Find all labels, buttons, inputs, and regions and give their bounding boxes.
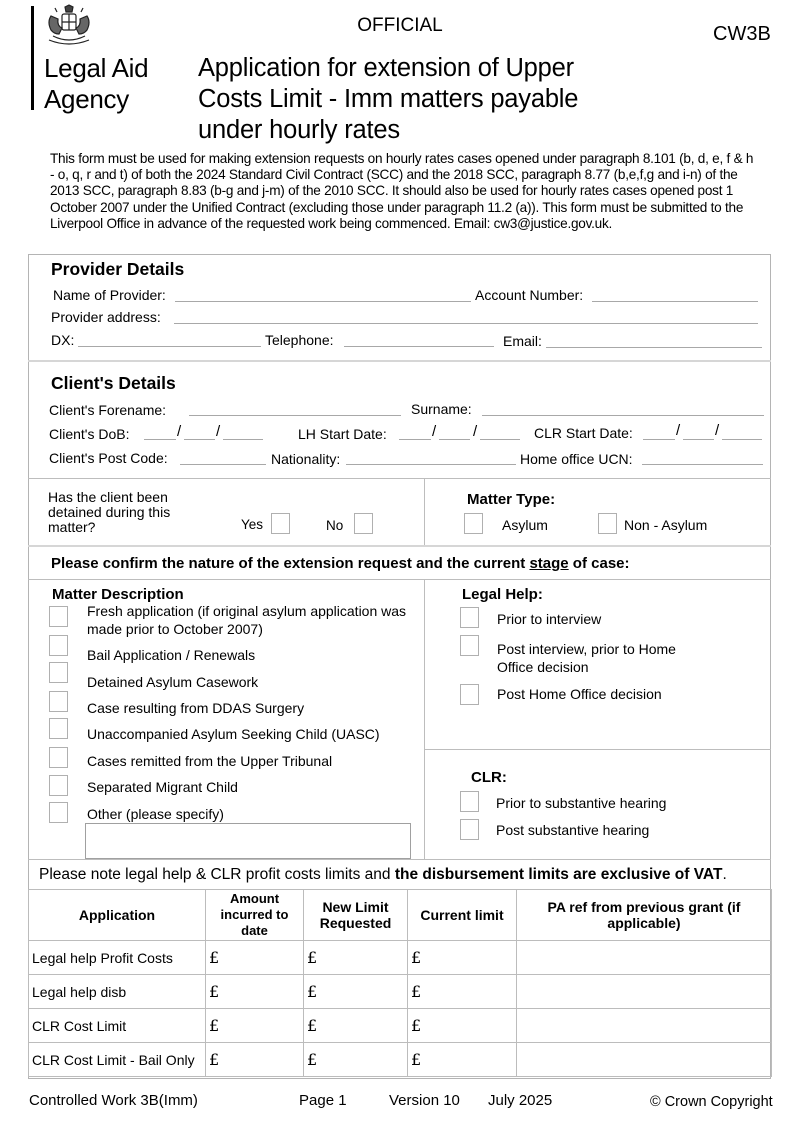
telephone-label: Telephone: [265,332,334,348]
intro-text: This form must be used for making extension requests on hourly rates cases opened under paragraph 8.101 (b, d, e, f & h - o, q, r and t) of both the 2024 Standard Civil Contract (SCC) and the 2018 SCC, paragraph 8.77 (b,e,f,g and i-n) of the 2013 SCC, paragraph 8.83 (b-g and j-m) of the 2010 SCC. It should also be used for hourly rates cases opened post 1 October 2007 under the Unified Contract (excluding those under paragraph 11.2 (a)). This form must be submitted to the Liverpool Office in advance of the requested work being commenced. Email: cw3@justice.gov.uk. [50,151,754,231]
current-limit-cell[interactable] [408,1009,517,1043]
clr-heading: CLR: [471,769,507,786]
clr-start-date-label: CLR Start Date: [534,425,633,441]
dx-label: DX: [51,332,75,348]
prior-to-interview-label: Prior to interview [497,611,602,627]
costs-table-row [29,941,772,975]
home-office-ucn-field[interactable] [642,464,763,465]
divider-description-stage [424,579,425,859]
pound-sign: £ [307,1016,318,1035]
pound-sign: £ [209,948,220,967]
non-asylum-label: Non - Asylum [624,517,708,533]
org-line-1: Legal Aid [44,53,149,83]
clr-start-year-field[interactable] [722,439,762,440]
vat-note-end: . [722,866,727,883]
detained-asylum-casework-label: Detained Asylum Casework [87,674,259,690]
provider-name-field[interactable] [175,301,471,302]
nature-underlined: stage [529,555,569,572]
separated-migrant-child-label: Separated Migrant Child [87,779,238,795]
pound-sign: £ [411,948,422,967]
prior-to-substantive-hearing-label: Prior to substantive hearing [496,795,667,811]
organisation-name [44,53,148,115]
costs-table-row [29,975,772,1009]
post-substantive-hearing-checkbox[interactable] [460,819,479,840]
legal-help-heading: Legal Help: [462,586,543,603]
email-field[interactable] [546,347,762,348]
divider-description-vat [28,859,771,860]
fresh-application-label: Fresh application (if original asylum application was made prior to October 2007) [87,603,407,637]
account-number-label: Account Number: [475,287,584,303]
non-asylum-checkbox[interactable] [598,513,617,534]
bail-application-label: Bail Application / Renewals [87,647,256,663]
forename-label: Client's Forename: [49,402,167,418]
amount-incurred-cell[interactable] [206,975,304,1009]
pa-ref-cell[interactable] [517,975,772,1009]
nationality-field[interactable] [346,464,516,465]
divider-provider-client [28,360,771,362]
account-number-field[interactable] [592,301,758,302]
pound-sign: £ [411,982,422,1001]
pound-sign: £ [307,948,318,967]
header-pa-ref: PA ref from previous grant (if applicable) [517,890,772,941]
amount-incurred-cell[interactable] [206,1043,304,1077]
lh-start-year-field[interactable] [480,439,520,440]
nationality-label: Nationality: [271,451,341,467]
pound-sign: £ [307,982,318,1001]
asylum-label: Asylum [502,517,548,533]
pa-ref-cell[interactable] [517,1043,772,1077]
postcode-label: Client's Post Code: [49,450,168,466]
provider-name-label: Name of Provider: [53,287,166,303]
telephone-field[interactable] [344,346,494,347]
nature-of-request-heading [51,555,630,572]
post-interview-label: Post interview, prior to Home Office decision [497,641,676,675]
provider-address-label: Provider address: [51,309,161,325]
lh-date-separator: / [432,423,437,440]
clr-date-separator: / [715,422,720,439]
provider-address-field[interactable] [174,323,758,324]
header-current-limit: Current limit [408,890,517,941]
post-home-office-decision-label: Post Home Office decision [497,686,662,702]
clr-start-day-field[interactable] [643,439,675,440]
client-details-heading: Client's Details [51,373,176,393]
pound-sign: £ [209,982,220,1001]
header-new-limit: New Limit Requested [304,890,408,941]
header-amount-incurred: Amount incurred to date [206,890,304,941]
form-title: Application for extension of Upper Costs Limit - Imm matters payable under hourly rates [198,54,579,144]
vat-note-normal: Please note legal help & CLR profit costs limits and [39,866,395,883]
pa-ref-cell[interactable] [517,1009,772,1043]
detained-asylum-casework-checkbox[interactable] [49,662,68,683]
forename-field[interactable] [189,415,401,416]
ddas-surgery-checkbox[interactable] [49,691,68,712]
footer-page: Page 1 [299,1092,347,1109]
dob-year-field[interactable] [223,439,263,440]
surname-field[interactable] [482,415,764,416]
detained-no-label: No [326,518,344,533]
pound-sign: £ [411,1016,422,1035]
amount-incurred-cell[interactable] [206,941,304,975]
detained-yes-label: Yes [241,517,264,532]
clr-start-month-field[interactable] [683,439,714,440]
vat-note [39,866,727,884]
lh-date-separator: / [473,423,478,440]
dob-label: Client's DoB: [49,426,130,442]
amount-incurred-cell[interactable] [206,1009,304,1043]
divider-legalhelp-clr [424,749,771,750]
dob-separator: / [177,423,182,440]
costs-table-row [29,1043,772,1077]
costs-table-row [29,1009,772,1043]
pound-sign: £ [411,1050,422,1069]
nature-suffix: of case: [568,555,630,572]
other-specify-textbox[interactable] [85,823,411,859]
upper-tribunal-label: Cases remitted from the Upper Tribunal [87,753,333,769]
divider-detention-mattertype [424,478,425,546]
application-cell: CLR Cost Limit [29,1009,206,1043]
footer-date: July 2025 [488,1092,553,1109]
dx-field[interactable] [78,346,261,347]
other-checkbox[interactable] [49,802,68,823]
fresh-application-checkbox[interactable] [49,606,68,627]
other-label: Other (please specify) [87,806,224,822]
pa-ref-cell[interactable] [517,941,772,975]
detained-yes-checkbox[interactable] [271,513,290,534]
post-substantive-hearing-label: Post substantive hearing [496,822,650,838]
application-cell: CLR Cost Limit - Bail Only [29,1043,206,1077]
ddas-surgery-label: Case resulting from DDAS Surgery [87,700,305,716]
provider-details-heading: Provider Details [51,259,185,279]
pound-sign: £ [209,1016,220,1035]
org-line-2: Agency [44,84,129,114]
lh-start-month-field[interactable] [439,439,470,440]
matter-description-heading: Matter Description [52,586,184,603]
lh-start-day-field[interactable] [399,439,431,440]
pound-sign: £ [307,1050,318,1069]
bail-application-checkbox[interactable] [49,635,68,656]
lh-start-date-label: LH Start Date: [298,426,387,442]
costs-table-header-row [29,890,772,941]
separated-migrant-child-checkbox[interactable] [49,775,68,796]
new-limit-cell[interactable] [304,941,408,975]
email-label: Email: [503,333,542,349]
home-office-ucn-label: Home office UCN: [520,451,633,467]
dob-month-field[interactable] [184,439,215,440]
surname-label: Surname: [411,401,472,417]
footer-copyright: © Crown Copyright [650,1094,773,1110]
post-home-office-decision-checkbox[interactable] [460,684,479,705]
postcode-field[interactable] [180,464,266,465]
divider-nature-description [28,579,771,580]
application-cell: Legal help Profit Costs [29,941,206,975]
vat-note-bold: the disbursement limits are exclusive of VAT [394,866,723,883]
uasc-checkbox[interactable] [49,718,68,739]
divider-client-detention [28,478,771,479]
pound-sign: £ [209,1050,220,1069]
uasc-label: Unaccompanied Asylum Seeking Child (UASC) [87,726,380,742]
matter-type-heading: Matter Type: [467,491,556,508]
dob-day-field[interactable] [144,439,176,440]
post-interview-checkbox[interactable] [460,635,479,656]
nature-prefix: Please confirm the nature of the extension request and the current [51,555,530,572]
prior-to-substantive-hearing-checkbox[interactable] [460,791,479,812]
current-limit-cell[interactable] [408,975,517,1009]
detention-question: Has the client been detained during this matter? [48,489,171,535]
header-application: Application [29,890,206,941]
clr-date-separator: / [676,422,681,439]
classification-label: OFFICIAL [357,15,443,36]
costs-table [28,889,772,1077]
prior-to-interview-checkbox[interactable] [460,607,479,628]
new-limit-cell[interactable] [304,1043,408,1077]
divider-detention-nature [28,545,771,547]
asylum-checkbox[interactable] [464,513,483,534]
dob-separator: / [216,423,221,440]
current-limit-cell[interactable] [408,941,517,975]
footer-version: Version 10 [389,1092,460,1109]
form-code: CW3B [713,23,771,45]
upper-tribunal-checkbox[interactable] [49,747,68,768]
footer-form-name: Controlled Work 3B(Imm) [29,1092,198,1109]
detained-no-checkbox[interactable] [354,513,373,534]
current-limit-cell[interactable] [408,1043,517,1077]
application-cell: Legal help disb [29,975,206,1009]
new-limit-cell[interactable] [304,1009,408,1043]
new-limit-cell[interactable] [304,975,408,1009]
